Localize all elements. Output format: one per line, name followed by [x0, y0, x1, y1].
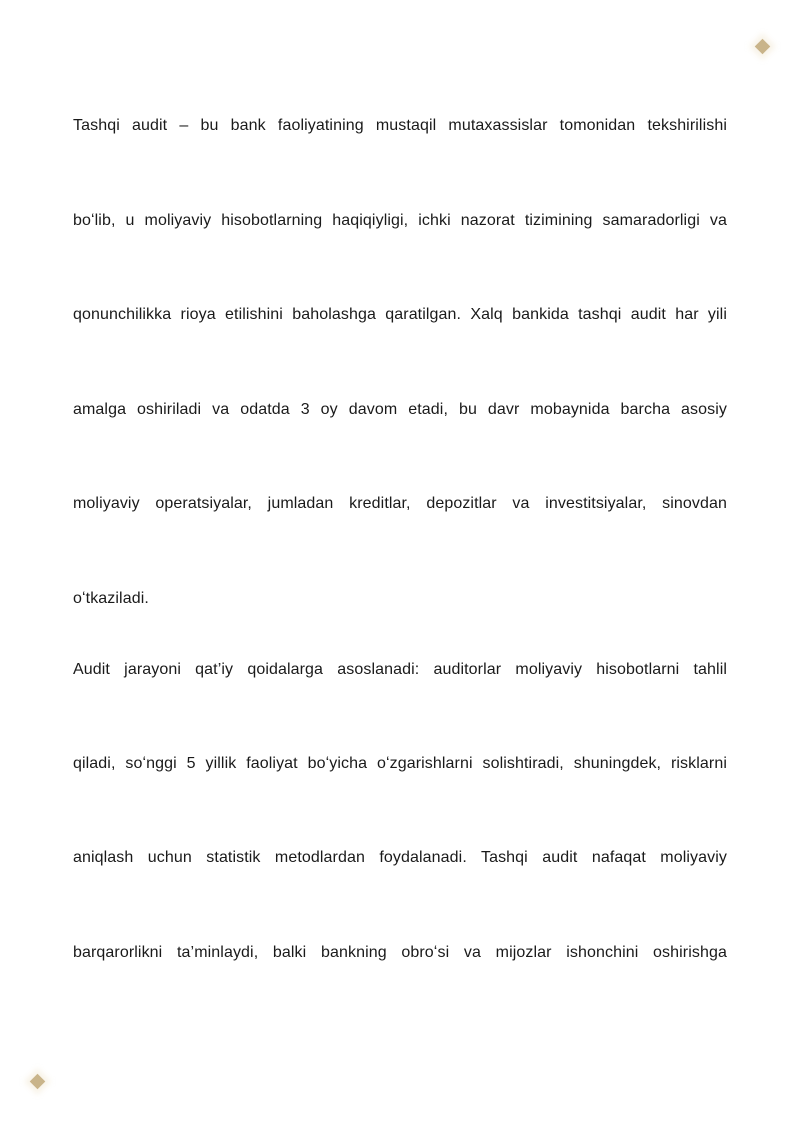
text-line: moliyaviy operatsiyalar, jumladan kreditlar, depozitlar va investitsiyalar, sinovdan: [73, 495, 727, 512]
text-line: boʻlib, u moliyaviy hisobotlarning haqiqiyligi, ichki nazorat tizimining samaradorligi va: [73, 212, 727, 229]
text-line: oʻtkaziladi.: [73, 590, 149, 607]
text-line: Tashqi audit – bu bank faoliyatining mustaqil mutaxassislar tomonidan tekshirilishi: [73, 117, 727, 134]
text-line: amalga oshiriladi va odatda 3 oy davom etadi, bu davr mobaynida barcha asosiy: [73, 401, 727, 418]
text-line: qiladi, soʻnggi 5 yillik faoliyat boʻyicha oʻzgarishlarni solishtiradi, shuningdek, risklarni: [73, 755, 727, 772]
text-line: barqarorlikni ta’minlaydi, balki bankning obroʻsi va mijozlar ishonchini oshirishga: [73, 944, 727, 961]
diamond-ornament-icon: [755, 39, 771, 55]
text-line: Audit jarayoni qat’iy qoidalarga asoslanadi: auditorlar moliyaviy hisobotlarni tahlil: [73, 661, 727, 678]
text-line: qonunchilikka rioya etilishini baholashga qaratilgan. Xalq bankida tashqi audit har yili: [73, 306, 727, 323]
text-line: aniqlash uchun statistik metodlardan foydalanadi. Tashqi audit nafaqat moliyaviy: [73, 849, 727, 866]
diamond-ornament-icon: [30, 1074, 46, 1090]
